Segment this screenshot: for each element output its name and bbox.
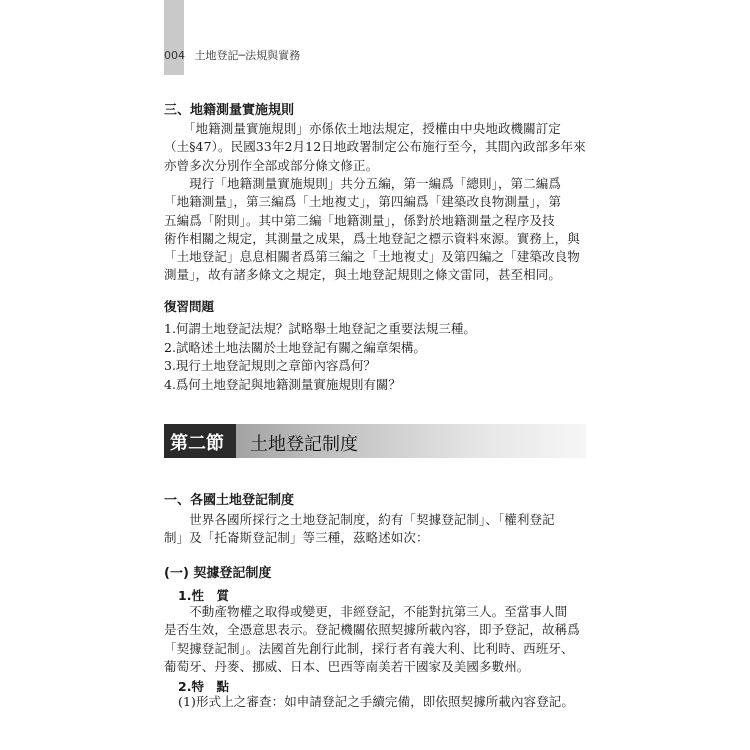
text-line: 葡萄牙、丹麥、挪威、日本、巴西等南美若干國家及美國多數州。 <box>164 658 530 674</box>
page-edge-tab <box>164 0 184 75</box>
running-header <box>164 47 300 63</box>
paragraph <box>178 693 588 711</box>
text-line: 「契據登記制」。法國首先創行此制，採行者有義大利、比利時、西班牙、 <box>164 640 574 656</box>
text-line: 術作相關之規定，其測量之成果，爲土地登記之標示資料來源。實務上，與 <box>164 230 580 246</box>
text-line: 不動產物權之取得或變更，非經登記，不能對抗第三人。至當事人間 <box>164 604 568 619</box>
review-title: 復習問題 <box>164 299 215 314</box>
paragraph <box>164 511 586 548</box>
text-line: 現行「地籍測量實施規則」共分五編，第一編爲「總則」，第二編爲 <box>164 176 561 191</box>
item-title: 1.性 質 <box>178 588 229 603</box>
item-title: 2.特 點 <box>178 679 229 694</box>
review-question: 3.現行土地登記規則之章節內容爲何？ <box>164 358 376 373</box>
part-heading: 一、各國土地登記制度 <box>164 493 295 508</box>
page-number: 004 <box>164 49 185 62</box>
text-line: 制」及「托崙斯登記制」等三種，茲略述如次： <box>164 530 429 546</box>
section-title: 土地登記制度 <box>250 434 358 455</box>
paragraph <box>164 175 586 285</box>
review-question: 1.何謂土地登記法規？試略舉土地登記之重要法規三種。 <box>164 321 476 336</box>
paragraph <box>164 603 586 676</box>
review-question: 2.試略述土地法關於土地登記有關之編章架構。 <box>164 339 426 355</box>
text-line: 是否生效，全憑意思表示。登記機關依照契據所載內容，即予登記，故稱爲 <box>164 622 580 638</box>
text-line: （土§47）。民國33年2月12日地政署制定公布施行至今，其間內政部多年來 <box>164 139 586 155</box>
text-line: 「地籍測量實施規則」亦係依土地法規定，授權由中央地政機關訂定 <box>164 121 561 136</box>
review-questions <box>164 320 476 394</box>
text-line: (1)形式上之審查：如申請登記之手續完備，即依照契據所載內容登記。 <box>178 694 575 709</box>
text-line: 「土地登記」息息相關者爲第三編之「土地複丈」及第四編之「建築改良物 <box>164 249 580 265</box>
sub-heading: (一) 契據登記制度 <box>164 566 272 581</box>
section-heading: 三、地籍測量實施規則 <box>164 103 295 118</box>
section-banner <box>164 424 586 458</box>
paragraph <box>164 120 586 175</box>
text-line: 五編爲「附則」。其中第二編「地籍測量」，係對於地籍測量之程序及技 <box>164 212 555 228</box>
text-line: 「地籍測量」，第三編爲「土地複丈」，第四編爲「建築改良物測量」，第 <box>164 194 562 210</box>
book-title: 土地登記─法規與實務 <box>194 49 301 62</box>
text-line: 亦曾多次分別作全部或部分條文修正。 <box>164 157 379 173</box>
text-line: 測量」，故有諸多條文之規定，與土地登記規則之條文雷同，甚至相同。 <box>164 267 561 283</box>
text-line: 世界各國所採行之土地登記制度，約有「契據登記制」、「權利登記 <box>164 512 555 527</box>
section-label: 第二節 <box>170 433 224 454</box>
review-question: 4.爲何土地登記與地籍測量實施規則有關？ <box>164 376 401 392</box>
